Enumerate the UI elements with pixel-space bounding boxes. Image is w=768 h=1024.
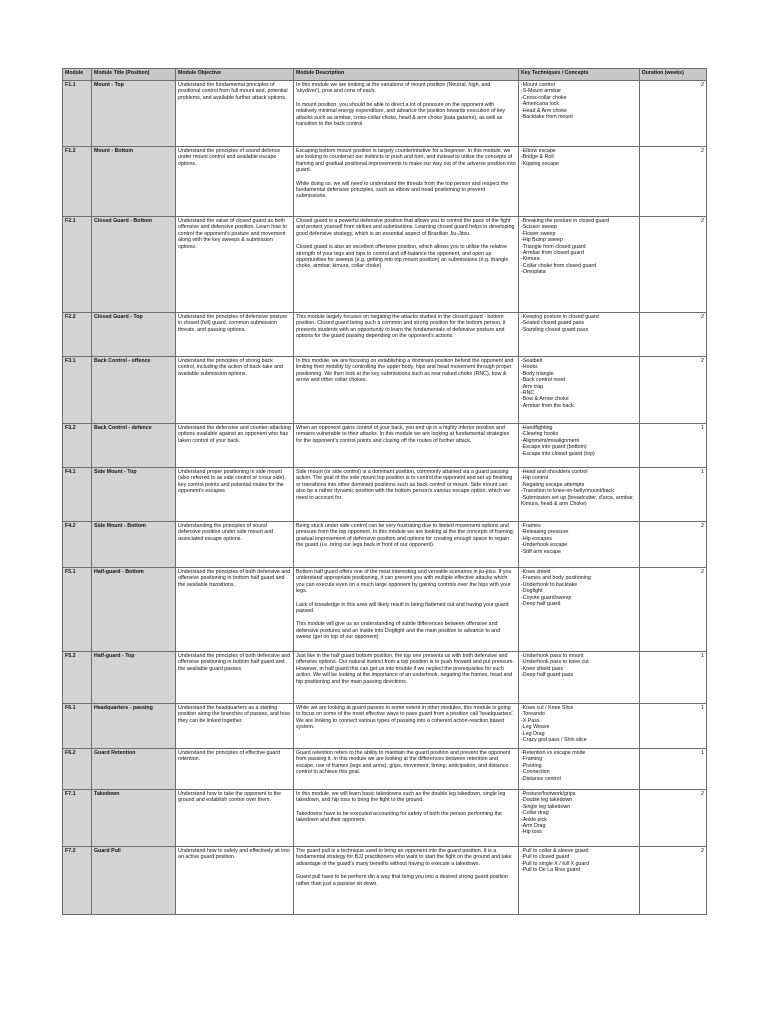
technique-item: -Underhook pass to knee cut	[521, 659, 589, 666]
duration-weeks: 2	[640, 313, 707, 357]
module-objective: Understand the principles of effective guard retention.	[176, 749, 294, 790]
technique-item: -Double leg takedown	[521, 797, 573, 804]
table-row	[63, 313, 707, 357]
technique-item: -Stiff arm escape	[521, 548, 561, 555]
technique-item: -Pull to closed guard	[521, 854, 570, 861]
description-paragraph: Bottom half guard offers one of the most interesting and versatile scenarios in jiu-jitsu. If you understand appropriate positioning, it can present you with multiple effective attacks which you can execute even on a much large opponent by gaining controls over the hips with your legs.	[296, 569, 512, 595]
duration-weeks: 2	[640, 790, 707, 847]
header-row	[63, 69, 707, 81]
description-paragraph: The guard pull is a technique used to bring an opponent into the guard position. It is a fundamental strategy for BJJ practitioners who want to start the fight on the ground and take advantage of the guard's many benefits without having to execute a takedown.	[296, 848, 512, 867]
header-objective: Module Objective	[176, 69, 294, 81]
module-description	[294, 147, 519, 217]
table-row	[63, 790, 707, 847]
technique-item: -Body triangle	[521, 370, 554, 377]
technique-item: -Framing	[521, 756, 543, 763]
technique-item: -Underhook to backtake	[521, 581, 578, 588]
duration-weeks: 2	[640, 217, 707, 313]
module-description	[294, 424, 519, 468]
module-title: Mount - Bottom	[92, 147, 176, 217]
technique-item: -Transition to knee-on-belly/mount/back	[521, 488, 614, 495]
technique-item: -Alignment/misalignment	[521, 437, 579, 444]
technique-item: -RNC	[521, 390, 535, 397]
technique-item: -Flower sweep	[521, 230, 556, 237]
table-row	[63, 652, 707, 704]
technique-item: -Hip toss	[521, 829, 542, 836]
table-row	[63, 704, 707, 749]
technique-item: -Head and shoulders control	[521, 469, 588, 475]
technique-item: -S-Mount armbar	[521, 88, 562, 95]
description-paragraph: While we are looking at guard passes to some extent in other modules, this module is going to focus on some of the most effective ways to pass guard from a position call 'headquarters'. We are looking to connect various types of passing into a coherent action-reaction based system.	[296, 705, 515, 731]
technique-item: -Hip escapes	[521, 535, 552, 542]
module-objective: Understand the principles of both defensive and offensive positioning in bottom half guard and the available transitions.	[176, 568, 294, 652]
module-code: F3.1	[63, 357, 92, 424]
paragraph-gap	[296, 174, 516, 181]
description-paragraph: In this module we are looking at the variations of mount position (Neutral, high, and 'skydiver'), pros and cons of each.	[296, 82, 491, 95]
duration-weeks: 1	[640, 424, 707, 468]
technique-item: -Collar choke from closed guard	[521, 262, 597, 269]
technique-item: -Frames and body positioning	[521, 575, 591, 582]
module-code: F7.2	[63, 847, 92, 915]
module-objective: Understand how to take the opponent to the ground and establish control over them.	[176, 790, 294, 847]
paragraph-gap	[296, 867, 516, 874]
key-techniques	[519, 522, 640, 568]
technique-item: -Retention vs escape mode	[521, 750, 586, 756]
module-title: Takedown	[92, 790, 176, 847]
technique-item: -Arm trap	[521, 383, 544, 390]
technique-item: -Arm Drag	[521, 823, 546, 830]
module-description	[294, 847, 519, 915]
key-techniques	[519, 568, 640, 652]
technique-item: -Hooks	[521, 364, 538, 371]
module-code: F6.2	[63, 749, 92, 790]
technique-item: -Americana lock	[521, 101, 559, 108]
technique-item: -Seated closed guard pass	[521, 320, 585, 327]
description-paragraph: In mount position, you should be able to direct a lot of pressure on the opponent with relatively minimal energy expenditure, and advance the position towards execution of key attacks such as armbar, cross-collar choke, head & arm choke (kata gatame), as well as transition to the back control	[296, 101, 506, 128]
technique-item: -Backtake from mount	[521, 114, 573, 121]
module-code: F6.1	[63, 704, 92, 749]
technique-item: -Escape into closed guard (top)	[521, 450, 595, 457]
technique-item: -Kipping escape	[521, 160, 559, 167]
key-techniques	[519, 468, 640, 522]
module-title: Half-guard - Top	[92, 652, 176, 704]
key-techniques	[519, 749, 640, 790]
technique-item: -Pull to collar & sleeve guard	[521, 848, 589, 854]
table-row	[63, 81, 707, 147]
key-techniques	[519, 790, 640, 847]
duration-weeks: 1	[640, 749, 707, 790]
technique-item: -Deep half guard	[521, 601, 561, 608]
duration-weeks: 2	[640, 847, 707, 915]
module-description	[294, 522, 519, 568]
description-paragraph: In this module, we will learn basic takedowns such as the double leg takedown, single leg takedown, and hip toss to bring the fight to the ground.	[296, 791, 506, 804]
description-paragraph: Being stuck under side control can be very frustrating due to limited movement options and pressure from the top opponent. In this module we are looking at the the concepts of framing, gradual improvement of defensive position and options for creating enough space to regain the guard (i.e. bring our legs back in front of our opponent).	[296, 523, 515, 549]
description-paragraph: Closed guard is also an excellent offensive position, which allows you to utilise the relative strength of your legs and hips to control and off-balance the opponent, and open up opportunities for sweeps (e.g. getting into top mount position) an submissions (e.g. triangle choke, armbar, kimura, collar choke)	[296, 244, 509, 270]
header-module: Module	[63, 69, 92, 81]
technique-item: -Knee cut / Knee Slice	[521, 705, 574, 711]
description-paragraph: Closed guard is a powerful defensive position that allows you to control the pace of the fight and protect yourself from strikes and submissions. Learning closed guard helps in developing good defensive strategy, which is an essential aspect of Brazilian Jiu-Jitsu.	[296, 218, 515, 237]
duration-weeks: 2	[640, 522, 707, 568]
technique-item: -Standing closed guard pass	[521, 326, 589, 333]
technique-item: -Toreando	[521, 711, 545, 718]
technique-item: -Knee shield pass	[521, 665, 564, 672]
description-paragraph: Just like in the half guard bottom position, the top one presents us with both defensive and offensive options. Our natural instinct from a top position is to push forward and put pressure. However, in half guard this can get us into trouble if we neglect the prerequisites for such action. We will be looking at the importance of an underhook, negating the frames, head and hip positioning and the main passing directions.	[296, 653, 515, 685]
technique-item: -Omoplata	[521, 269, 546, 276]
module-code: F3.2	[63, 424, 92, 468]
duration-weeks: 2	[640, 568, 707, 652]
technique-item: -Distance control	[521, 775, 561, 782]
module-title: Back Control - defence	[92, 424, 176, 468]
module-objective: Understand the value of closed guard as both offensive and defensive position. Learn how to control the opponent's posture and movement along with the key sweeps & submission options.	[176, 217, 294, 313]
technique-item: -Seatbelt	[521, 358, 543, 364]
technique-item: -Frames	[521, 523, 541, 529]
technique-item: -Single leg takedown	[521, 803, 571, 810]
technique-item: -Posture/footwork/grips	[521, 791, 576, 797]
key-techniques	[519, 652, 640, 704]
technique-item: -Cross-collar choke	[521, 94, 567, 101]
description-paragraph: This module will give us an understanding of subtle differences between offensive and defensive postures and an inside into Dogfight and the main position to advance to and sweep (get on top of our opponent)	[296, 621, 501, 641]
module-title: Side Mount - Bottom	[92, 522, 176, 568]
duration-weeks: 1	[640, 704, 707, 749]
module-code: F4.1	[63, 468, 92, 522]
module-objective: Understand the principles of both defensive and offensive positioning in bottom half guard and the available guard passes.	[176, 652, 294, 704]
description-paragraph: This module largely focuses on negating the attacks studied in the closed guard - bottom position. Closed guard being such a common and strong position for the bottom person, it presents students with an opportunity to learn the fundamentals of defensive posture and options for the guard passing depending on the opponent's actions.	[296, 314, 506, 340]
technique-item: -Underhook pass to mount	[521, 653, 584, 659]
description-paragraph: Side mount (or side control) is a dominant position, commonly attained via a guard passing action. The goal of the side mount top position is to control the opponent and set up finishing or transitions into other dominant positions such as back control or mount. Side mount can also be a rather dynamic position with the bottom person's various escape option, which we need to account for.	[296, 469, 513, 501]
module-description	[294, 790, 519, 847]
key-techniques	[519, 357, 640, 424]
header-duration: Duration (weeks)	[640, 69, 707, 81]
table-row	[63, 147, 707, 217]
description-paragraph: Guard retention refers to the ability to maintain the guard position and prevent the opponent from passing it. In this module we are looking at the differences between retention and escape, use of frames (legs and arms), grips, movement, timing, anticipation, and distance control to achieve this goal.	[296, 750, 511, 776]
module-objective: Understanding the principles of sound defensive position under side mount and associated escape options.	[176, 522, 294, 568]
duration-weeks: 2	[640, 357, 707, 424]
module-description	[294, 313, 519, 357]
technique-item: -Leg Drag	[521, 730, 545, 737]
module-title: Side Mount - Top	[92, 468, 176, 522]
module-objective: Understand the principles of defensive posture in closed (full) guard, common submission threats, and passing options.	[176, 313, 294, 357]
duration-weeks: 1	[640, 468, 707, 522]
key-techniques	[519, 217, 640, 313]
module-objective: Understand the headquarters as a starting position along the branches of passes, and how they can be linked together.	[176, 704, 294, 749]
description-paragraph: Guard pull have to be perform din a way that bring you into a desired strong guard position rather than just a passive sit-down.	[296, 874, 509, 887]
module-code: F4.2	[63, 522, 92, 568]
technique-item: -Kimura	[521, 256, 540, 263]
header-description: Module Description	[294, 69, 519, 81]
table-row	[63, 424, 707, 468]
module-description	[294, 468, 519, 522]
technique-item: -Breaking the posture in closed guard	[521, 218, 610, 224]
module-title: Headquarters - passing	[92, 704, 176, 749]
description-paragraph: Escaping bottom mount position is largely counterintuitive for a beginner. In this module, we are looking to counteract our instincts to push and turn, and instead to utilise the concepts of framing and gradual positional improvements to make our way out of the adverse position into guard.	[296, 148, 516, 174]
technique-item: -Escape into guard (bottom)	[521, 444, 587, 451]
technique-item: -Releasing pressure	[521, 529, 569, 536]
table-row	[63, 847, 707, 915]
module-objective: Understand proper positioning in side mount (also referred to as side control or cross side), key control points and potential routes for the opponent's escapes	[176, 468, 294, 522]
technique-item: -Pivoting	[521, 762, 542, 769]
module-code: F2.1	[63, 217, 92, 313]
key-techniques	[519, 704, 640, 749]
technique-item: -Clearing hooks	[521, 431, 559, 438]
curriculum-sheet	[62, 68, 706, 915]
module-code: F5.1	[63, 568, 92, 652]
technique-item: -Submission set up (breadcutter, d'arce, armbar, Kimura, head & arm Choke)	[521, 494, 634, 508]
module-code: F1.2	[63, 147, 92, 217]
module-title: Guard Retention	[92, 749, 176, 790]
technique-item: -Back control reset	[521, 377, 566, 384]
paragraph-gap	[296, 804, 516, 811]
description-paragraph: In this module, we are focusing on establishing a dominant position behind the opponent and limiting their mobility by controlling the upper body, hips and head movement through proper positioning. We then look at the key submissions such as rear naked choke (RNC), bow & arrow and other collar chokes.	[296, 358, 514, 384]
technique-item: -Leg Weave	[521, 724, 550, 731]
duration-weeks: 1	[640, 652, 707, 704]
technique-item: -Negating escape attempts	[521, 481, 585, 488]
technique-item: -Pull to single X / full X guard	[521, 860, 590, 867]
technique-item: -X Pass	[521, 717, 540, 724]
table-row	[63, 522, 707, 568]
module-objective: Understand the defensive and counter-attacking options available against an opponent who has taken control of your back.	[176, 424, 294, 468]
module-description	[294, 704, 519, 749]
module-objective: Understand the principles of strong back control, including the action of back-take and available submission options.	[176, 357, 294, 424]
table-row	[63, 468, 707, 522]
technique-item: -Connection	[521, 769, 550, 776]
technique-item: -Bridge & Roll	[521, 154, 554, 161]
technique-item: -Underhook escape	[521, 542, 568, 549]
technique-item: -Pull to De La Riva guard	[521, 867, 581, 874]
technique-item: -Dogfight	[521, 588, 543, 595]
description-paragraph: Takedowns have to be executed accounting for safety of both the person performing the takedown and their opponent.	[296, 810, 502, 824]
technique-item: -Armbar from closed guard	[521, 250, 584, 257]
key-techniques	[519, 424, 640, 468]
module-code: F7.1	[63, 790, 92, 847]
technique-item: -Ankle pick	[521, 816, 547, 823]
module-objective: Understand the fundamental principles of positional control from full mount and, potential problems, and available further attack options.	[176, 81, 294, 147]
module-code: F2.2	[63, 313, 92, 357]
duration-weeks: 2	[640, 147, 707, 217]
module-objective: Understand the principles of sound defence under mount control and available escape options.	[176, 147, 294, 217]
key-techniques	[519, 313, 640, 357]
technique-item: -Collar drag	[521, 810, 549, 817]
technique-item: -Handfighting	[521, 425, 553, 431]
table-row	[63, 217, 707, 313]
table-row	[63, 357, 707, 424]
technique-item: -Head & Arm choke	[521, 107, 567, 114]
technique-item: -Keeping posture in closed guard	[521, 314, 599, 320]
module-title: Back Control - offence	[92, 357, 176, 424]
paragraph-gap	[296, 237, 516, 244]
technique-item: -Hip control	[521, 475, 549, 482]
technique-item: -Bow & Arrow choke	[521, 396, 569, 403]
module-title: Mount - Top	[92, 81, 176, 147]
key-techniques	[519, 847, 640, 915]
module-title: Closed Guard - Bottom	[92, 217, 176, 313]
module-code: F5.2	[63, 652, 92, 704]
module-description	[294, 568, 519, 652]
module-title: Half-guard - Bottom	[92, 568, 176, 652]
key-techniques	[519, 81, 640, 147]
technique-item: -Deep half guard pass	[521, 672, 574, 679]
technique-item: -Crazy god pass / Shin slice	[521, 737, 587, 744]
table-row	[63, 749, 707, 790]
paragraph-gap	[296, 595, 516, 602]
key-techniques	[519, 147, 640, 217]
module-description	[294, 749, 519, 790]
module-description	[294, 81, 519, 147]
technique-item: -Coyote guard/sweep	[521, 594, 572, 601]
header-title: Module Title (Position)	[92, 69, 176, 81]
duration-weeks: 2	[640, 81, 707, 147]
technique-item: -Knee shield	[521, 569, 551, 575]
description-paragraph: Lack of knowledge in this area will likely result in being flattened out and having your guard passed.	[296, 601, 509, 615]
paragraph-gap	[296, 614, 516, 621]
header-techniques: Key Techniques / Concepts	[519, 69, 640, 81]
description-paragraph: When an opponent gains control of your back, you end up in a highly inferior position and remains vulnerable to their attacks. In this module we are looking at fundamental strategies for the opponent's control points and closing off the routes of further attack.	[296, 425, 510, 444]
module-code: F1.1	[63, 81, 92, 147]
technique-item: -Triangle from closed guard	[521, 243, 586, 250]
module-objective: Understand how to safely and effectively sit into an active guard position.	[176, 847, 294, 915]
technique-item: -Elbow escape	[521, 148, 556, 154]
technique-item: -Hip Bump sweep	[521, 237, 563, 244]
module-description	[294, 217, 519, 313]
module-title: Closed Guard - Top	[92, 313, 176, 357]
module-description	[294, 652, 519, 704]
technique-item: -Scissor sweep	[521, 224, 557, 231]
module-description	[294, 357, 519, 424]
technique-item: -Armbar from the back	[521, 402, 574, 409]
table-row	[63, 568, 707, 652]
paragraph-gap	[296, 95, 516, 102]
module-title: Guard Pull	[92, 847, 176, 915]
technique-item: -Mount control	[521, 82, 555, 88]
curriculum-table	[62, 68, 707, 915]
description-paragraph: While doing so, we will need to understand the threats from the top person and respect the fundamental defensive principles, such as elbow and head positioning to prevent submissions.	[296, 180, 509, 200]
